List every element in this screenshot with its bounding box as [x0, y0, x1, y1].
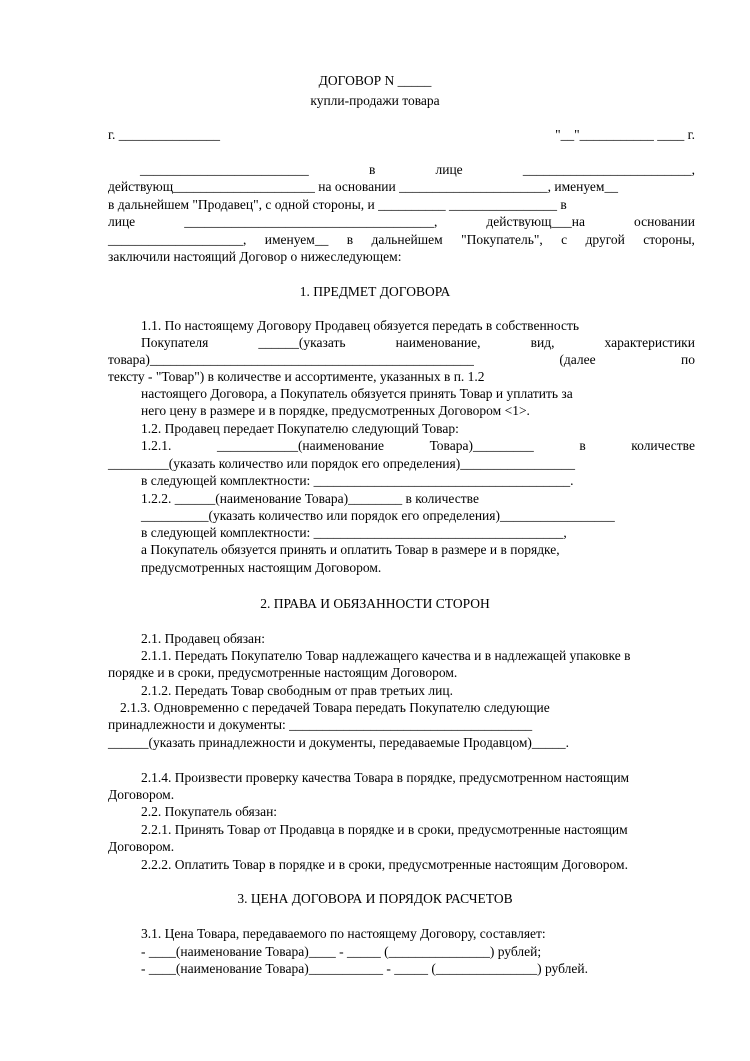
clause-2-1-1-line-1: 2.1.1. Передать Покупателю Товар надлежащего качества и в надлежащей упаковке в: [141, 648, 631, 663]
preamble-line-1: _________________________ в лице _________________________,: [140, 162, 695, 177]
clause-1-1-line-5: настоящего Договора, а Покупатель обязуется принять Товар и уплатить за: [141, 386, 573, 401]
clause-1-2-1-line-1: 1.2.1. ____________(наименование Товара)_________ в количестве: [141, 438, 695, 453]
clause-1-2-2-line-5: предусмотренных настоящим Договором.: [141, 560, 382, 575]
clause-2-2-2: 2.2.2. Оплатить Товар в порядке и в сроки, предусмотренные настоящим Договором.: [141, 857, 628, 872]
document-subtitle: купли-продажи товара: [310, 93, 440, 108]
preamble-line-5: ____________________, именуем__ в дальнейшем "Покупатель", с другой стороны,: [108, 232, 695, 247]
clause-2-1-2: 2.1.2. Передать Товар свободным от прав третьих лиц.: [141, 683, 453, 698]
preamble-line-4: лице _____________________________________, действующ___на основании: [108, 214, 695, 229]
clause-1-1-line-2: Покупателя ______(указать наименование, вид, характеристики: [141, 335, 695, 350]
clause-1-2-2-line-3: в следующей комплектности: _____________________________________,: [141, 525, 567, 540]
preamble-line-3: в дальнейшем "Продавец", с одной стороны, и __________ ________________ в: [108, 197, 567, 212]
clause-2-2-1-line-2: Договором.: [108, 839, 175, 854]
clause-1-1-line-3: товара)________________________________________________ (далее по: [108, 352, 695, 367]
clause-1-1-line-4: тексту - "Товар") в количестве и ассортименте, указанных в п. 1.2: [108, 369, 485, 384]
clause-2-1: 2.1. Продавец обязан:: [141, 631, 266, 646]
price-item-1: - ____(наименование Товара)____ - _____ (_______________) рублей;: [141, 944, 542, 959]
clause-1-2-1-line-3: в следующей комплектности: ______________________________________.: [141, 473, 574, 488]
clause-1-2-2-line-1: 1.2.2. ______(наименование Товара)________ в количестве: [141, 491, 479, 506]
preamble-line-6: заключили настоящий Договор о нижеследующем:: [108, 249, 402, 264]
section-3-title: 3. ЦЕНА ДОГОВОРА И ПОРЯДОК РАСЧЕТОВ: [237, 891, 513, 906]
clause-1-1-line-6: него цену в размере и в порядке, предусмотренных Договором <1>.: [141, 403, 530, 418]
price-item-2: - ____(наименование Товара)___________ - _____ (_______________) рублей.: [141, 961, 588, 976]
clause-1-2-1-line-2: _________(указать количество или порядок его определения)_________________: [108, 456, 575, 471]
clause-1-1-line-1: 1.1. По настоящему Договору Продавец обязуется передать в собственность: [141, 318, 580, 333]
clause-2-1-3-line-1: 2.1.3. Одновременно с передачей Товара передать Покупателю следующие: [120, 700, 550, 715]
city-field: г. _______________: [108, 127, 221, 142]
clause-2-2: 2.2. Покупатель обязан:: [141, 804, 278, 819]
preamble-line-2: действующ_____________________ на основании ______________________, именуем__: [108, 179, 618, 194]
clause-2-1-3-line-3: ______(указать принадлежности и документы, передаваемые Продавцом)_____.: [108, 735, 570, 750]
clause-2-1-3-line-2: принадлежности и документы: ____________________________________: [108, 717, 533, 732]
clause-2-1-1-line-2: порядке и в сроки, предусмотренные настоящим Договором.: [108, 665, 458, 680]
clause-2-1-4-line-1: 2.1.4. Произвести проверку качества Товара в порядке, предусмотренном настоящим: [141, 770, 630, 785]
section-1-title: 1. ПРЕДМЕТ ДОГОВОРА: [299, 284, 451, 299]
document-title: ДОГОВОР N _____: [318, 73, 432, 88]
section-2-title: 2. ПРАВА И ОБЯЗАННОСТИ СТОРОН: [260, 596, 490, 611]
clause-2-2-1-line-1: 2.2.1. Принять Товар от Продавца в порядке и в сроки, предусмотренные настоящим: [141, 822, 628, 837]
clause-1-2-2-line-4: а Покупатель обязуется принять и оплатить Товар в размере и в порядке,: [141, 542, 560, 557]
date-field: "__"___________ ____ г.: [555, 127, 695, 142]
clause-1-2-2-line-2: __________(указать количество или порядок его определения)_________________: [141, 508, 615, 523]
clause-2-1-4-line-2: Договором.: [108, 787, 175, 802]
clause-3-1: 3.1. Цена Товара, передаваемого по настоящему Договору, составляет:: [141, 926, 546, 941]
clause-1-2: 1.2. Продавец передает Покупателю следующий Товар:: [141, 421, 459, 436]
